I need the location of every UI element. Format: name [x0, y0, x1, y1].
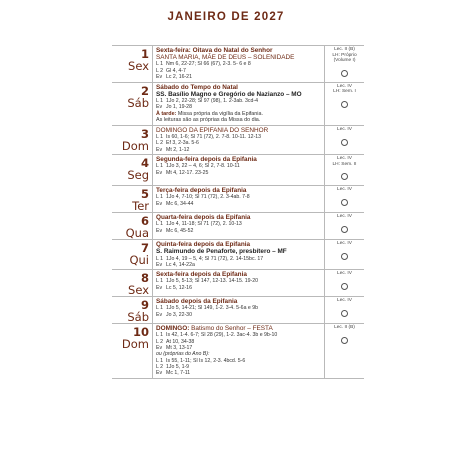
- reading-ref: Is 55, 1-11; Sl Is 12, 2-3. 4bcd. 5-6: [166, 357, 246, 364]
- reading-ref: Is 60, 1-6; Sl 71 (72), 2. 7-8. 10-11. 12-13: [166, 134, 262, 141]
- reading-ref: 1Jo 2, 22-28; Sl 97 (98), 1. 2-3ab. 3cd-4: [166, 98, 258, 105]
- reading-ref: Ef 3, 2-3a. 5-6: [166, 140, 199, 147]
- reading-line: [156, 285, 321, 291]
- solemnity-title: SANTA MARIA, MÃE DE DEUS – SOLENIDADE: [156, 54, 295, 62]
- day-entry: [152, 155, 325, 185]
- celebration-title: Sábado do Tempo do Natal: [156, 83, 238, 91]
- reading-ref: 1Jo 4, 19 – 5, 4; Sl 71 (72), 2. 14-15bc. 17: [166, 255, 264, 262]
- lectionary-label: (Volume I): [333, 58, 356, 64]
- reading-key: L 1: [156, 332, 164, 339]
- celebration-title: Sexta-feira depois da Epifania: [156, 271, 247, 279]
- liturgy-info: [325, 126, 364, 154]
- lectionary-label: LH: Sem. II: [332, 161, 357, 167]
- reading-line: [156, 170, 321, 176]
- day-label: [112, 186, 152, 212]
- celebration-title: Quinta-feira depois da Epifania: [156, 241, 251, 249]
- reading-key: L 1: [156, 357, 164, 364]
- reading-ref: 1Jo 4, 11-18; Sl 71 (72), 2. 10-13: [166, 221, 242, 228]
- day-row: [112, 82, 364, 125]
- feast-name: Batismo do Senhor – FESTA: [191, 325, 273, 333]
- checkbox-circle[interactable]: [341, 337, 348, 344]
- note-text: Missa própria da vigília da Epifania.: [176, 110, 263, 117]
- day-number: 7: [140, 241, 149, 256]
- celebration-title: SS. Basílio Magno e Gregório de Nazianzo – MO: [156, 90, 302, 98]
- lectionary-label: Lec. IV: [337, 241, 352, 247]
- reading-key: L 1: [156, 163, 164, 170]
- reading-ref: Mt 2, 1-12: [166, 146, 190, 153]
- reading-ref: Mc 6, 34-44: [166, 200, 194, 207]
- day-row: [112, 45, 364, 82]
- day-number: 3: [140, 126, 149, 141]
- lectionary-label: Lec. IV: [337, 298, 352, 304]
- reading-line: [156, 312, 321, 318]
- reading-key: Ev: [156, 146, 163, 153]
- checkbox-circle[interactable]: [341, 173, 348, 180]
- lectionary-label: Lec. IV: [337, 214, 352, 220]
- day-entry: [152, 270, 325, 296]
- feast-prefix: DOMINGO:: [156, 325, 192, 333]
- weekday: Sex: [128, 59, 149, 73]
- checkbox-circle[interactable]: [341, 226, 348, 233]
- reading-key: L 2: [156, 140, 164, 147]
- note-label: À tarde:: [156, 110, 177, 117]
- reading-key: Ev: [156, 74, 163, 80]
- day-entry: [152, 213, 325, 239]
- celebration-title: Quarta-feira depois da Epifania: [156, 214, 251, 222]
- reading-ref: Jo 3, 22-30: [166, 311, 192, 318]
- weekday: Sex: [128, 283, 149, 298]
- reading-key: Ev: [156, 227, 163, 234]
- solemnity-title: DOMINGO DA EPIFANIA DO SENHOR: [156, 126, 269, 134]
- weekday: Sáb: [127, 95, 149, 110]
- reading-key: Ev: [156, 200, 163, 207]
- reading-ref: 1Jo 5, 14-21; Sl 149, 1-2. 3-4. 5-6a e 9b: [166, 305, 258, 312]
- liturgy-info: [325, 240, 364, 269]
- liturgy-info: [325, 155, 364, 185]
- reading-ref: Lc 2, 16-21: [166, 74, 192, 80]
- day-number: 10: [132, 325, 149, 340]
- reading-key: L 1: [156, 278, 164, 285]
- lectionary-label: Lec. II (B): [334, 325, 355, 331]
- liturgy-info: [325, 270, 364, 296]
- reading-line: [156, 262, 321, 268]
- day-entry: [152, 324, 325, 377]
- weekday: Dom: [121, 138, 149, 153]
- weekday: Sáb: [127, 310, 149, 325]
- day-label: [112, 83, 152, 125]
- day-row: [112, 239, 364, 269]
- page-title: JANEIRO DE 2027: [167, 11, 285, 23]
- day-row: [112, 296, 364, 323]
- weekday: Qua: [125, 226, 149, 241]
- note-text: As leituras são as próprias da Missa do dia.: [156, 117, 261, 124]
- liturgy-info: [325, 46, 364, 82]
- weekday: Qui: [129, 253, 149, 268]
- day-label: [112, 155, 152, 185]
- liturgy-info: [325, 186, 364, 212]
- reading-key: L 1: [156, 305, 164, 312]
- reading-ref: Mt 4, 12-17. 23-25: [166, 169, 209, 176]
- lectionary-label: LH: Próprio: [332, 52, 357, 58]
- note-line: [156, 117, 321, 124]
- lectionary-label: LH: Sem. I: [333, 89, 356, 95]
- reading-ref: Mc 6, 45-52: [166, 227, 194, 234]
- lectionary-label: Lec. IV: [337, 126, 352, 132]
- lectionary-label: Lec. IV: [337, 83, 352, 89]
- lectionary-label: Lec. IV: [337, 156, 352, 162]
- reading-key: Ev: [156, 370, 163, 377]
- celebration-title: Sábado depois da Epifania: [156, 298, 238, 306]
- reading-key: L 2: [156, 67, 164, 74]
- checkbox-circle[interactable]: [341, 139, 348, 146]
- feast-title: [156, 325, 321, 332]
- reading-key: L 1: [156, 61, 164, 68]
- day-number: 1: [140, 47, 149, 61]
- day-number: 9: [140, 298, 149, 313]
- reading-ref: 1Jo 5, 1-9: [166, 363, 190, 370]
- day-entry: [152, 46, 325, 82]
- day-label: [112, 46, 152, 82]
- day-number: 6: [140, 214, 149, 229]
- checkbox-circle[interactable]: [341, 70, 348, 77]
- reading-ref: Nm 6, 22-27; Sl 66 (67), 2-3. 5- 6 e 8: [166, 61, 251, 68]
- day-number: 5: [140, 187, 149, 202]
- day-entry: [152, 186, 325, 212]
- liturgy-info: [325, 213, 364, 239]
- liturgy-info: [325, 324, 364, 377]
- checkbox-circle[interactable]: [341, 253, 348, 260]
- liturgy-info: [325, 83, 364, 125]
- celebration-title: Sexta-feira: Oitava do Natal do Senhor: [156, 47, 273, 54]
- reading-ref: Gl 4, 4-7: [166, 67, 186, 74]
- reading-key: L 1: [156, 255, 164, 262]
- reading-key: Ev: [156, 261, 163, 268]
- lectionary-label: Lec. II (B): [334, 47, 355, 52]
- day-number: 4: [140, 156, 149, 171]
- checkbox-circle[interactable]: [341, 310, 348, 317]
- celebration-title: Segunda-feira depois da Epifania: [156, 156, 257, 164]
- reading-key: L 2: [156, 338, 164, 345]
- reading-ref: Mt 3, 13-17: [166, 345, 193, 352]
- checkbox-circle[interactable]: [341, 199, 348, 206]
- day-row: [112, 154, 364, 185]
- day-label: [112, 126, 152, 154]
- reading-line: [156, 370, 321, 376]
- reading-key: L 1: [156, 98, 164, 105]
- day-row: [112, 185, 364, 212]
- day-entry: [152, 240, 325, 269]
- weekday: Dom: [121, 337, 149, 352]
- day-number: 2: [140, 83, 149, 98]
- reading-key: Ev: [156, 345, 163, 352]
- reading-line: [156, 201, 321, 207]
- reading-key: Ev: [156, 284, 163, 291]
- day-label: [112, 324, 152, 377]
- liturgy-info: [325, 297, 364, 323]
- note-line: [156, 111, 321, 118]
- reading-line: [156, 147, 321, 153]
- reading-ref: 1Jo 3, 22 – 4, 6; Sl 2, 7-8. 10-11: [166, 163, 240, 170]
- calendar-grid: [112, 45, 364, 379]
- reading-key: Ev: [156, 104, 163, 111]
- day-entry: [152, 126, 325, 154]
- celebration-title: S. Raimundo de Penaforte, presbítero – MF: [156, 248, 287, 256]
- day-entry: [152, 83, 325, 125]
- day-row: [112, 125, 364, 154]
- reading-ref: Jo 1, 19-28: [166, 104, 192, 111]
- day-row: [112, 212, 364, 239]
- reading-key: L 1: [156, 194, 164, 201]
- day-label: [112, 270, 152, 296]
- reading-ref: At 10, 34-38: [166, 338, 195, 345]
- weekday: Ter: [132, 199, 149, 214]
- day-row: [112, 323, 364, 378]
- checkbox-circle[interactable]: [341, 101, 348, 108]
- alternative-note: ou (próprias do Ano B):: [156, 351, 210, 358]
- reading-key: L 1: [156, 221, 164, 228]
- reading-key: L 1: [156, 134, 164, 141]
- reading-ref: 1Jo 4, 7-10; Sl 71 (72), 2. 3-4ab. 7-8: [166, 194, 250, 201]
- reading-key: Ev: [156, 169, 163, 176]
- day-label: [112, 297, 152, 323]
- reading-key: Ev: [156, 311, 163, 318]
- checkbox-circle[interactable]: [341, 283, 348, 290]
- reading-line: [156, 228, 321, 234]
- weekday: Seg: [127, 168, 149, 183]
- reading-ref: Is 42, 1-4. 6-7; Sl 28 (29), 1-2. 3ac-4. 3b e 9b-10: [166, 332, 278, 339]
- day-entry: [152, 297, 325, 323]
- lectionary-label: Lec. IV: [337, 271, 352, 277]
- day-label: [112, 240, 152, 269]
- reading-ref: Lc 5, 12-16: [166, 284, 192, 291]
- reading-key: L 2: [156, 363, 164, 370]
- lectionary-label: Lec. IV: [337, 187, 352, 193]
- day-row: [112, 269, 364, 296]
- celebration-title: Terça-feira depois da Epifania: [156, 187, 247, 195]
- reading-line: [156, 74, 321, 80]
- reading-ref: 1Jo 5, 5-13; Sl 147, 12-13. 14-15. 19-20: [166, 278, 258, 285]
- reading-ref: Lc 4, 14-22a: [166, 261, 195, 268]
- day-label: [112, 213, 152, 239]
- day-number: 8: [140, 271, 149, 286]
- reading-ref: Mc 1, 7-11: [166, 370, 191, 377]
